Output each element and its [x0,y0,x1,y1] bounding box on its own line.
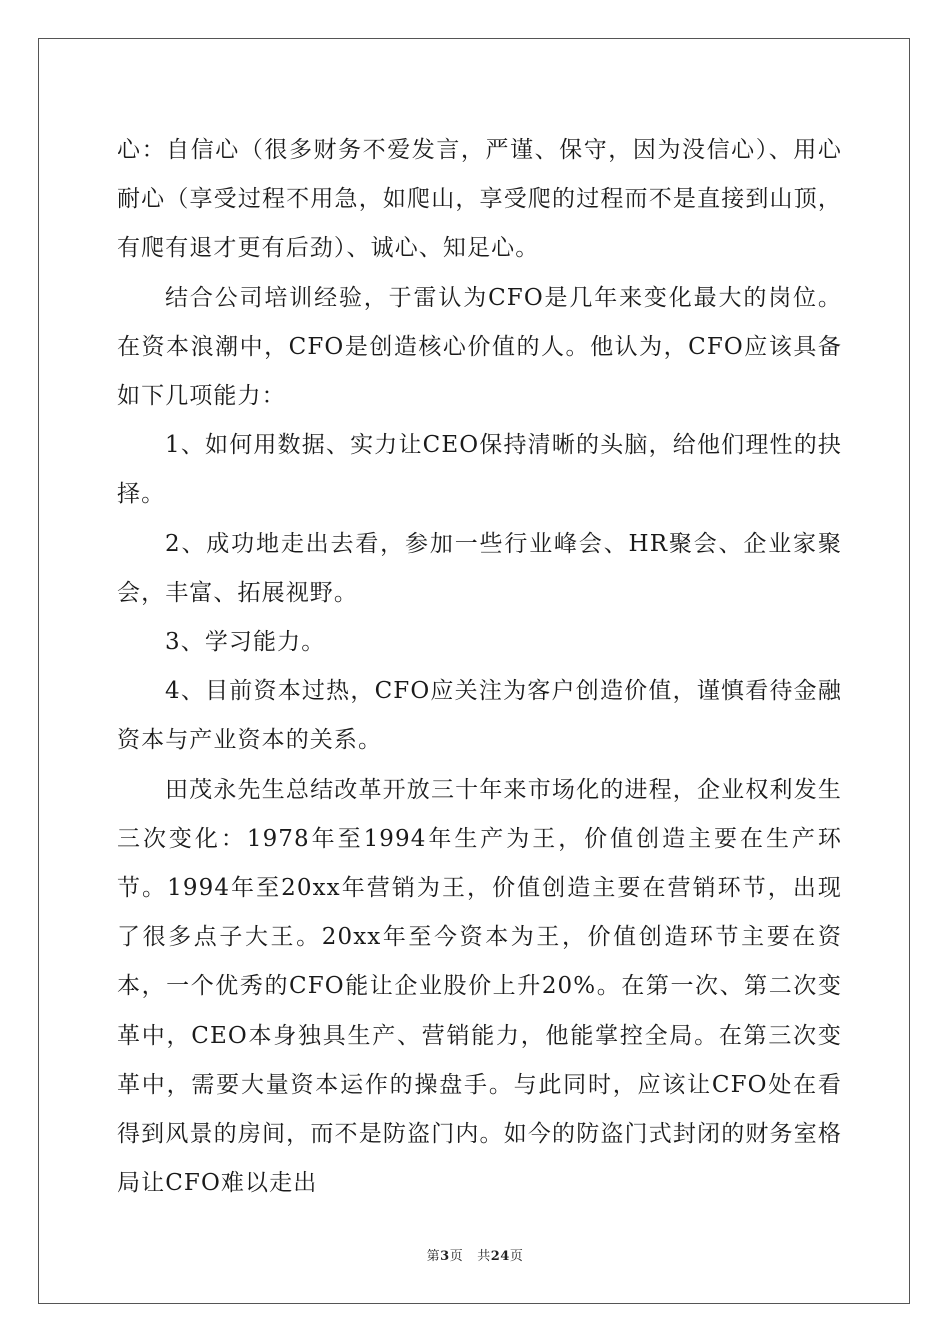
document-body [117,126,842,1208]
paragraph: 结合公司培训经验，于雷认为CFO是几年来变化最大的岗位。在资本浪潮中，CFO是创造核心价值的人。他认为，CFO应该具备如下几项能力： [117,284,842,410]
paragraph: 田茂永先生总结改革开放三十年来市场化的进程，企业权利发生三次变化：1978年至1994年生产为王，价值创造主要在生产环节。1994年至20xx年营销为王，价值创造主要在营销环节，出现了很多点子大王。20xx年至今资本为王，价值创造环节主要在资本，一个优秀的CFO能让企业股价上升20%。在第一次、第二次变革中，CEO本身独具生产、营销能力，他能掌控全局。在第三次变革中，需要大量资本运作的操盘手。与此同时，应该让CFO处在看得到风景的房间，而不是防盗门内。如今的防盗门式封闭的财务室格局让CFO难以走出 [117,776,842,1197]
page-suffix: 页 [449,1249,464,1264]
page-prefix: 第 [426,1249,441,1264]
page-number: 3 [440,1249,450,1264]
list-item: 2、成功地走出去看，参加一些行业峰会、HR聚会、企业家聚会，丰富、拓展视野。 [117,530,842,606]
paragraph: 心：自信心（很多财务不爱发言，严谨、保守，因为没信心）、用心耐心（享受过程不用急，如爬山，享受爬的过程而不是直接到山顶，有爬有退才更有后劲）、诚心、知足心。 [117,137,842,262]
total-pages: 24 [490,1249,510,1264]
list-item: 1、如何用数据、实力让CEO保持清晰的头脑，给他们理性的抉择。 [117,432,842,508]
total-suffix: 页 [509,1249,524,1264]
page-footer [0,1245,950,1264]
list-item: 4、目前资本过热，CFO应关注为客户创造价值，谨慎看待金融资本与产业资本的关系。 [117,678,842,754]
total-prefix: 共 [477,1249,491,1264]
list-item: 3、学习能力。 [165,629,326,656]
